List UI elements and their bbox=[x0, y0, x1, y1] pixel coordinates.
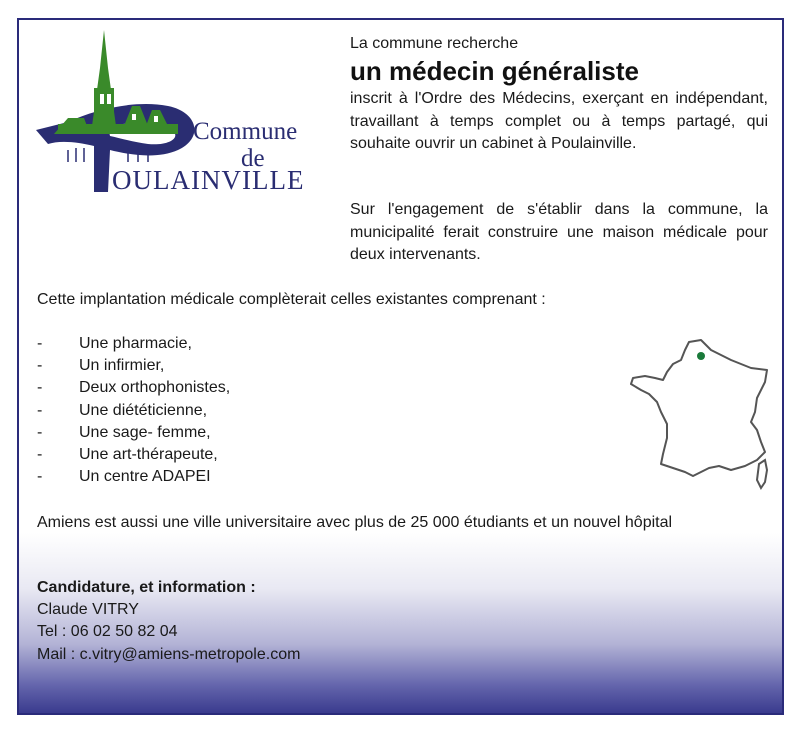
contact-label: Candidature, et information : bbox=[37, 579, 256, 596]
amiens-note: Amiens est aussi une ville universitaire avec plus de 25 000 étudiants et un nouvel hôpital bbox=[37, 514, 673, 531]
france-map-icon bbox=[627, 338, 772, 493]
contact-email[interactable]: Mail : c.vitry@amiens-metropole.com bbox=[37, 645, 301, 663]
list-dash: - bbox=[37, 401, 43, 419]
list-dash: - bbox=[37, 423, 43, 441]
list-item-text: Une diététicienne, bbox=[79, 401, 208, 419]
list-item-text: Une art-thérapeute, bbox=[79, 445, 218, 463]
france-map bbox=[627, 338, 772, 493]
list-dash: - bbox=[37, 335, 43, 352]
contact-name: Claude VITRY bbox=[37, 601, 139, 619]
list-dash: - bbox=[37, 379, 43, 397]
logo-line-2: de bbox=[241, 145, 265, 172]
intro-text: La commune recherche bbox=[350, 35, 519, 52]
requirements-paragraph: inscrit à l'Ordre des Médecins, exerçant en indépendant, travaillant à temps complet ou à temps partagé, qui souhaite ouvrir un cabinet à Poulainville. bbox=[350, 90, 768, 152]
list-item-text: Deux orthophonistes, bbox=[79, 379, 231, 397]
list-item-text: Un infirmier, bbox=[79, 357, 165, 375]
poulainville-marker bbox=[697, 352, 705, 360]
list-dash: - bbox=[37, 357, 43, 375]
contact-block bbox=[37, 577, 300, 666]
list-item-text: Une pharmacie, bbox=[79, 335, 192, 352]
list-dash: - bbox=[37, 445, 43, 463]
contact-phone[interactable]: Tel : 06 02 50 82 04 bbox=[37, 623, 178, 641]
list-dash: - bbox=[37, 468, 43, 486]
logo-line-3: OULAINVILLE bbox=[112, 165, 305, 195]
list-item-text: Une sage- femme, bbox=[79, 423, 211, 441]
list-item-text: Un centre ADAPEI bbox=[79, 468, 211, 486]
job-title: un médecin généraliste bbox=[350, 56, 639, 86]
services-intro: Cette implantation médicale complèterait celles existantes comprenant : bbox=[37, 291, 546, 308]
logo-line-1: Commune bbox=[193, 118, 298, 145]
commitment-paragraph: Sur l'engagement de s'établir dans la commune, la municipalité ferait construire une maison médicale pour deux intervenants. bbox=[350, 201, 768, 263]
